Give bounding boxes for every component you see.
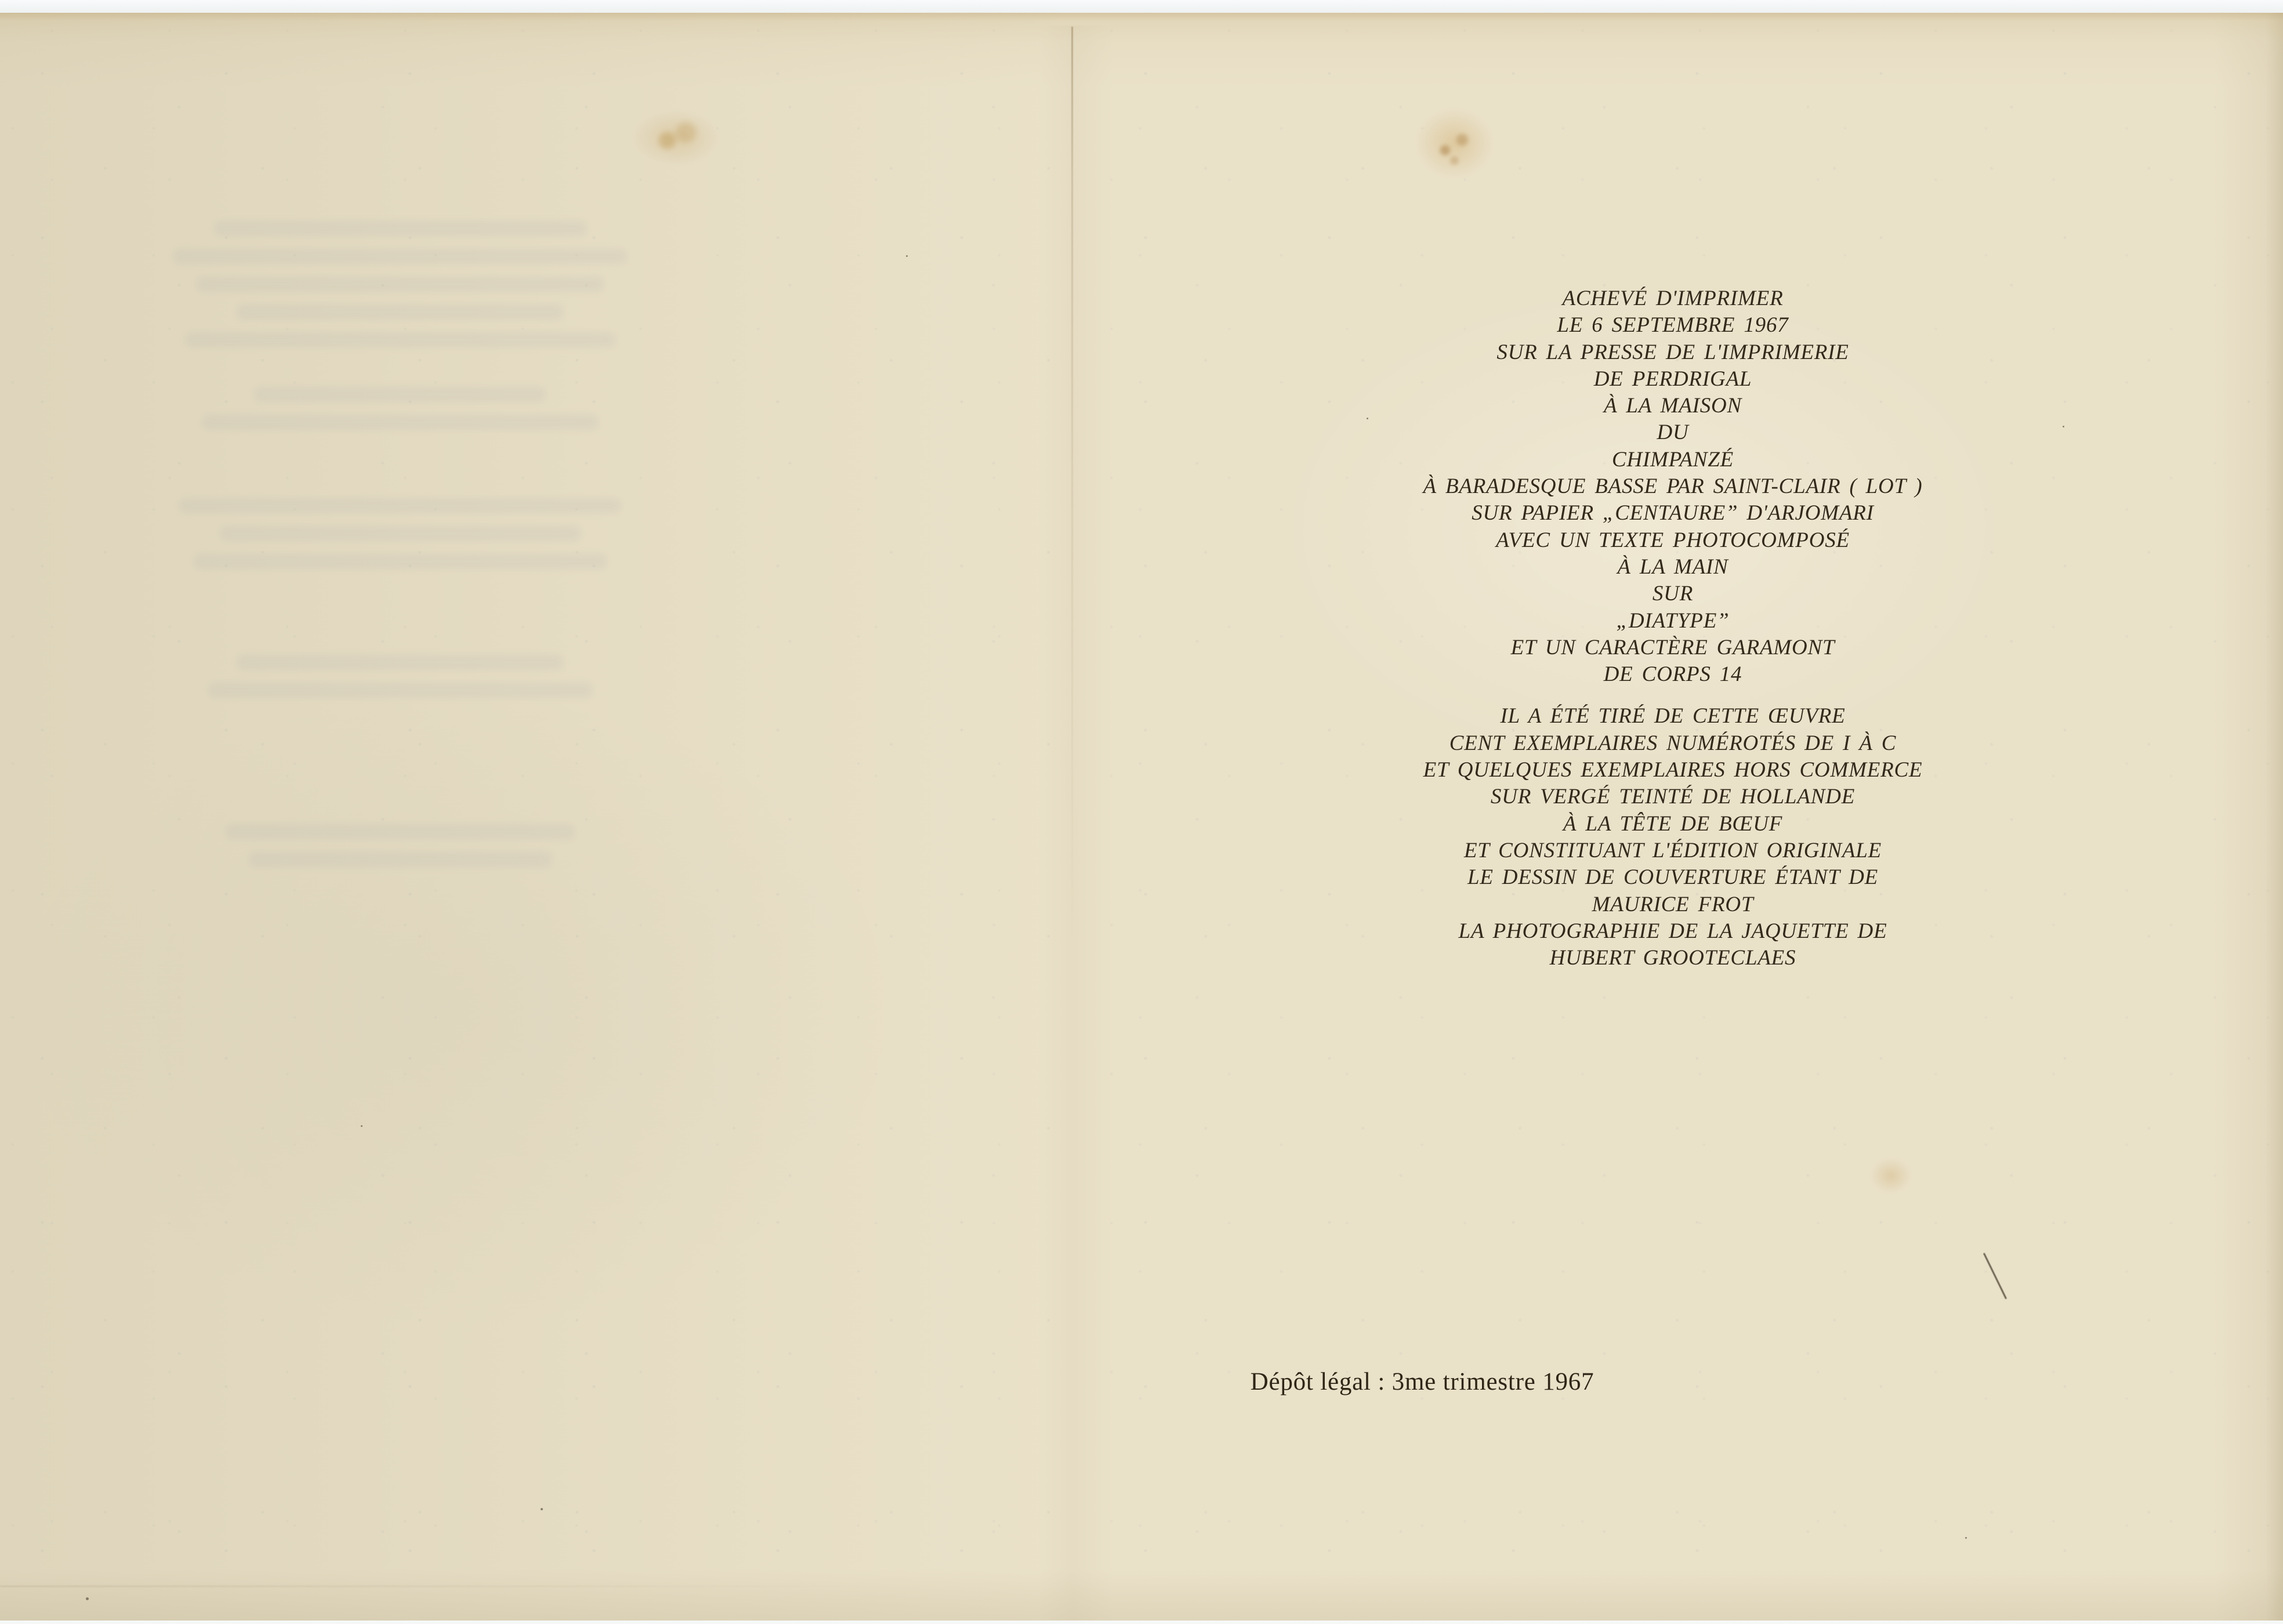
colophon-line: DU [1657, 420, 1689, 445]
colophon-line: LA PHOTOGRAPHIE DE LA JAQUETTE DE [1458, 919, 1887, 943]
paper-fleck [361, 1125, 363, 1127]
colophon-line: „DIATYPE” [1616, 608, 1730, 633]
paper-fleck [86, 1597, 89, 1600]
paper-fleck [2063, 426, 2064, 427]
ghost-showthrough-text [133, 222, 667, 880]
scanner-edge-strip-top [0, 0, 2283, 14]
foxing-stain-left [632, 110, 719, 165]
colophon-paragraph-edition [1325, 703, 2021, 971]
left-page [0, 13, 1072, 1621]
colophon-line: ACHEVÉ D'IMPRIMER [1562, 287, 1784, 310]
colophon-line: ET QUELQUES EXEMPLAIRES HORS COMMERCE [1423, 758, 1923, 782]
depot-legal-line: Dépôt légal : 3me trimestre 1967 [1250, 1368, 1595, 1395]
colophon-line: SUR VERGÉ TEINTÉ DE HOLLANDE [1490, 785, 1856, 809]
paper-fleck [906, 255, 908, 257]
colophon-line: À LA MAIN [1617, 554, 1728, 579]
paper-fleck [1367, 418, 1368, 419]
colophon-line: LE DESSIN DE COUVERTURE ÉTANT DE [1467, 865, 1879, 890]
paper-fleck [1965, 1537, 1967, 1539]
colophon-line: À LA MAISON [1603, 394, 1742, 418]
foxing-stain-lower-right [1871, 1158, 1911, 1193]
gutter-shade [1038, 26, 1114, 1624]
colophon-line: LE 6 SEPTEMBRE 1967 [1557, 313, 1789, 338]
colophon-line: SUR LA PRESSE DE L'IMPRIMERIE [1496, 340, 1849, 364]
colophon-line: HUBERT GROOTECLAES [1549, 946, 1796, 970]
colophon-line: ET UN CARACTÈRE GARAMONT [1510, 635, 1835, 659]
colophon-line: À LA TÊTE DE BŒUF [1563, 811, 1783, 836]
paper-spread [0, 13, 2283, 1621]
colophon-line: IL A ÉTÉ TIRÉ DE CETTE ŒUVRE [1500, 704, 1846, 728]
scanner-edge-strip-bottom [0, 1621, 2283, 1624]
bottom-crease [0, 1586, 870, 1587]
colophon-line: AVEC UN TEXTE PHOTOCOMPOSÉ [1496, 528, 1850, 552]
colophon-line: CHIMPANZÉ [1611, 447, 1734, 472]
colophon-paragraph-imprint [1325, 285, 2021, 688]
colophon-line: À BARADESQUE BASSE PAR SAINT-CLAIR ( LOT ) [1423, 474, 1923, 499]
colophon-line: DE CORPS 14 [1603, 662, 1742, 687]
colophon-line: MAURICE FROT [1592, 892, 1754, 916]
colophon-line: CENT EXEMPLAIRES NUMÉROTÉS DE I À C [1449, 731, 1897, 755]
colophon-line: SUR PAPIER „CENTAURE” D'ARJOMARI [1472, 501, 1874, 525]
colophon-line: ET CONSTITUANT L'ÉDITION ORIGINALE [1464, 838, 1882, 862]
paper-fleck [541, 1508, 543, 1510]
colophon-line: SUR [1652, 582, 1694, 606]
colophon-line: DE PERDRIGAL [1593, 367, 1752, 391]
colophon-text-block [1325, 285, 2021, 971]
foxing-stain-right [1415, 108, 1494, 178]
